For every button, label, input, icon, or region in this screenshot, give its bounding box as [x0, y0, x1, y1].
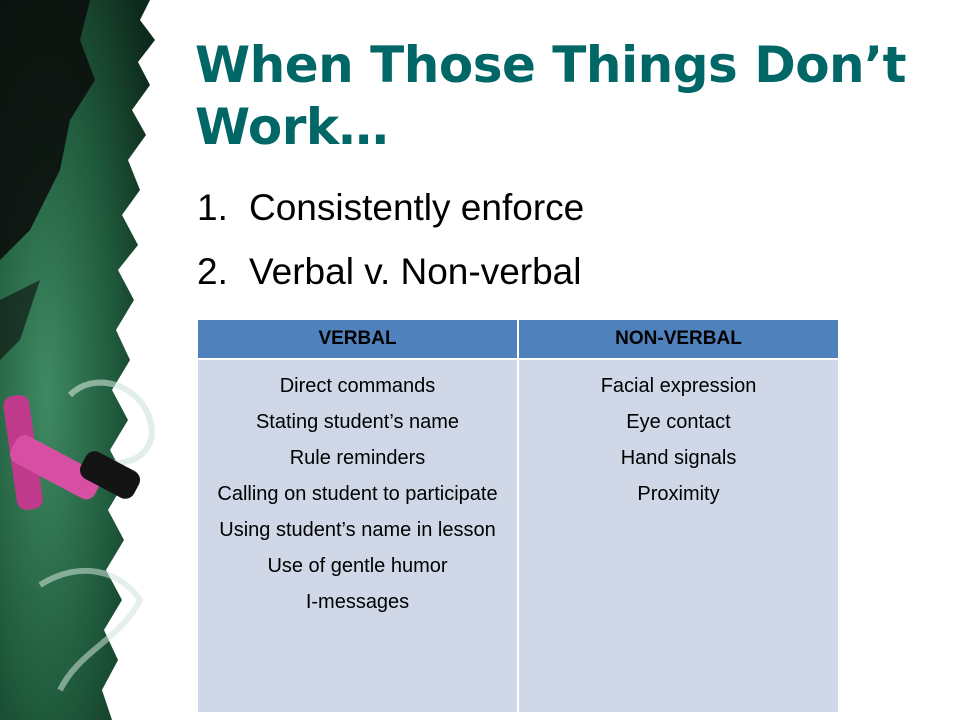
list-item — [197, 183, 584, 247]
slide-title: When Those Things Don’t Work… — [195, 36, 907, 156]
table-header-row — [198, 320, 838, 359]
list-item: Stating student’s name — [255, 411, 460, 433]
numbered-list — [197, 183, 584, 311]
list-item: Direct commands — [279, 375, 436, 397]
comparison-table — [198, 320, 838, 712]
table-row — [198, 359, 838, 712]
list-item: Using student’s name in lesson — [219, 519, 496, 541]
list-text: Consistently enforce — [249, 187, 585, 228]
list-number: 2. — [197, 251, 228, 292]
list-item: Calling on student to participate — [217, 483, 498, 505]
list-item — [197, 247, 584, 311]
list-text: Verbal v. Non-verbal — [249, 251, 582, 292]
list-item: Proximity — [637, 483, 720, 505]
header-nonverbal: NON-VERBAL — [518, 320, 838, 359]
list-item: Facial expression — [600, 375, 757, 397]
list-number: 1. — [197, 187, 228, 228]
list-item: I-messages — [305, 591, 410, 613]
list-item: Rule reminders — [289, 447, 426, 469]
chalkboard-decoration — [0, 0, 210, 720]
header-verbal: VERBAL — [198, 320, 518, 359]
list-item: Eye contact — [626, 411, 731, 433]
verbal-cell — [198, 359, 518, 712]
nonverbal-cell — [518, 359, 838, 712]
list-item: Use of gentle humor — [267, 555, 448, 577]
list-item: Hand signals — [620, 447, 737, 469]
